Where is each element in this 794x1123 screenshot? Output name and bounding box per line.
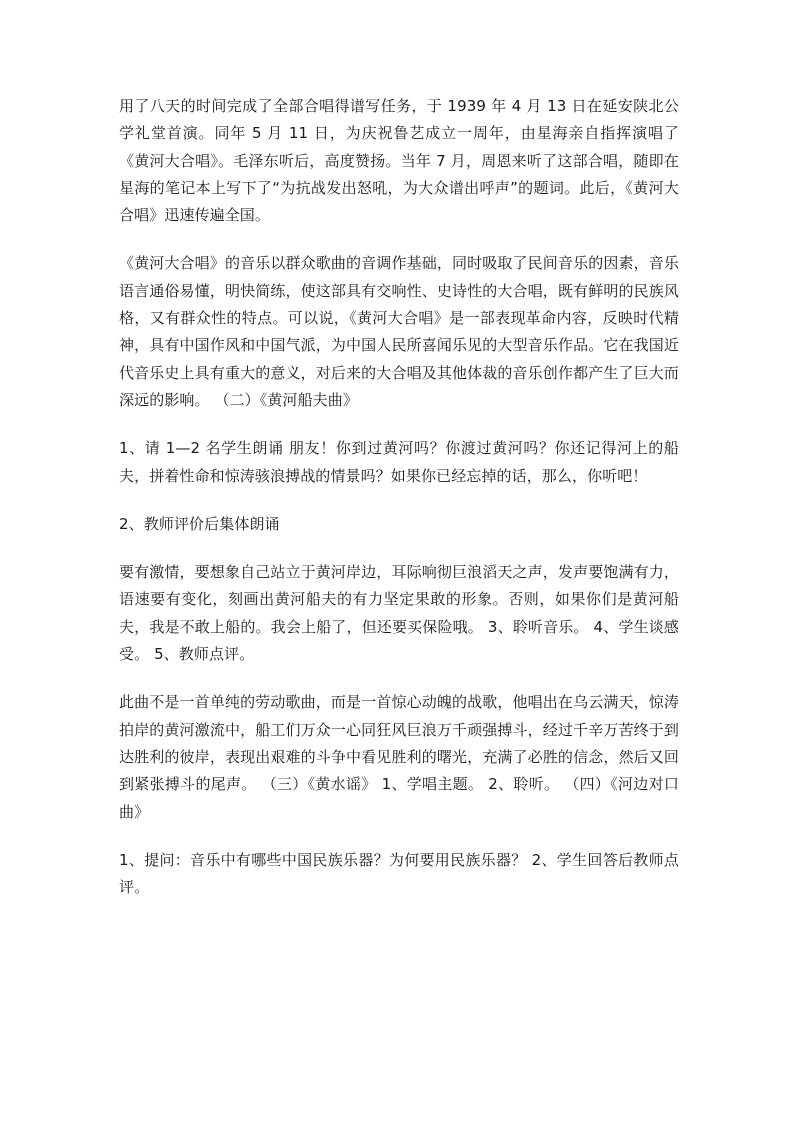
paragraph-instrument-question: 1、提问：音乐中有哪些中国民族乐器？为何要用民族乐器？ 2、学生回答后教师点评。 bbox=[119, 850, 679, 897]
paragraph-music-features: 《黄河大合唱》的音乐以群众歌曲的音调作基础，同时吸取了民间音乐的因素，音乐语言通俗易懂，明快简练，使这部具有交响性、史诗性的大合唱，既有鲜明的民族风格，又有群众性的特点。可以说，《黄河大合唱》是一部表现革命内容，反映时代精神，具有中国作风和中国气派，为中国人民所喜闻乐见的大型音乐作品。它在我国近代音乐史上具有重大的意义，对后来的大合唱及其他体裁的音乐创作都产生了巨大而深远的影响。 （二）《黄河船夫曲》 bbox=[119, 254, 679, 409]
paragraph-recitation-guidance: 要有激情，要想象自己站立于黄河岸边，耳际响彻巨浪滔天之声，发声要饱满有力，语速要有变化，刻画出黄河船夫的有力坚定果敢的形象。否则，如果你们是黄河船夫，我是不敢上船的。我会上船了，但还要买保险哦。 3、聆听音乐。 4、学生谈感受。 5、教师点评。 bbox=[119, 563, 679, 664]
paragraph-group-recitation-heading: 2、教师评价后集体朗诵 bbox=[119, 514, 280, 533]
paragraph-student-recitation: 1、请 1—2 名学生朗诵 朋友！你到过黄河吗？你渡过黄河吗？你还记得河上的船夫，拼着性命和惊涛骇浪搏战的情景吗？如果你已经忘掉的话，那么，你听吧！ bbox=[119, 439, 679, 485]
paragraph-song-analysis: 此曲不是一首单纯的劳动歌曲，而是一首惊心动魄的战歌，他唱出在乌云满天，惊涛拍岸的黄河激流中，船工们万众一心同狂风巨浪万千顽强搏斗，经过千辛万苦终于到达胜利的彼岸，表现出艰难的斗争中看见胜利的曙光，充满了必胜的信念，然后又回到紧张搏斗的尾声。 （三）《黄水谣》 1、学唱主题。 2、聆听。 （四）《河边对口曲》 bbox=[119, 693, 679, 821]
document-body bbox=[119, 93, 679, 922]
paragraph-premiere-history: 用了八天的时间完成了全部合唱得谱写任务，于 1939 年 4 月 13 日在延安陕北公学礼堂首演。同年 5 月 11 日，为庆祝鲁艺成立一周年，由星海亲自指挥演唱了《黄河大合唱》。毛泽东听后，高度赞扬。当年 7 月，周恩来听了这部合唱，随即在星海的笔记本上写下了“为抗战发出怒吼，为大众谱出呼声”的题词。此后，《黄河大合唱》迅速传遍全国。 bbox=[119, 97, 679, 225]
